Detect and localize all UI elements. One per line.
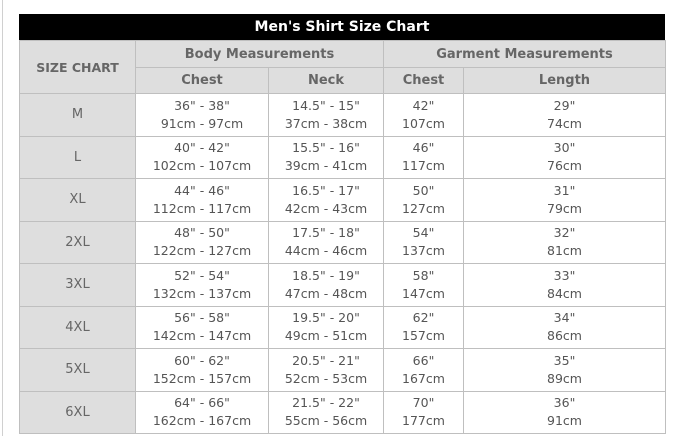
inches-value: 32" [553, 225, 576, 241]
inches-value: 36" [553, 395, 576, 411]
centimeters-value: 167cm [402, 370, 445, 386]
garment-chest-cell [384, 94, 464, 137]
garment-length-cell [464, 221, 666, 264]
inches-value: 16.5" - 17" [292, 182, 360, 198]
inches-value: 35" [553, 352, 576, 368]
body-chest-cell [136, 264, 269, 307]
garment-chest-cell [384, 179, 464, 222]
inches-value: 52" - 54" [174, 267, 230, 283]
inches-value: 70" [412, 395, 435, 411]
centimeters-value: 42cm - 43cm [284, 200, 368, 216]
inches-value: 33" [553, 267, 576, 283]
size-label-cell: L [20, 136, 136, 179]
size-label-cell: M [20, 94, 136, 137]
body-neck-cell [269, 221, 384, 264]
inches-value: 66" [412, 352, 435, 368]
table-row [20, 264, 666, 307]
garment-measurements-header: Garment Measurements [384, 41, 666, 68]
body-neck-cell [269, 136, 384, 179]
centimeters-value: 89cm [547, 370, 582, 386]
garment-chest-cell [384, 349, 464, 392]
centimeters-value: 79cm [547, 200, 582, 216]
centimeters-value: 52cm - 53cm [284, 370, 368, 386]
table-row [20, 391, 666, 434]
body-chest-cell [136, 221, 269, 264]
table-row [20, 349, 666, 392]
table-row [20, 179, 666, 222]
centimeters-value: 91cm - 97cm [160, 115, 244, 131]
centimeters-value: 37cm - 38cm [284, 115, 368, 131]
size-label-cell: 3XL [20, 264, 136, 307]
inches-value: 64" - 66" [174, 395, 230, 411]
centimeters-value: 81cm [547, 243, 582, 259]
body-chest-cell [136, 349, 269, 392]
size-label-cell: 5XL [20, 349, 136, 392]
table-row [20, 306, 666, 349]
centimeters-value: 44cm - 46cm [284, 243, 368, 259]
centimeters-value: 74cm [547, 115, 582, 131]
centimeters-value: 47cm - 48cm [284, 285, 368, 301]
garment-length-cell [464, 264, 666, 307]
centimeters-value: 117cm [402, 158, 445, 174]
centimeters-value: 49cm - 51cm [284, 328, 368, 344]
inches-value: 46" [412, 140, 435, 156]
centimeters-value: 137cm [402, 243, 445, 259]
garment-length-header: Length [464, 68, 666, 94]
size-label-cell: 6XL [20, 391, 136, 434]
table-row [20, 136, 666, 179]
inches-value: 31" [553, 182, 576, 198]
centimeters-value: 102cm - 107cm [152, 158, 252, 174]
body-neck-cell [269, 179, 384, 222]
body-neck-cell [269, 94, 384, 137]
centimeters-value: 157cm [402, 328, 445, 344]
centimeters-value: 86cm [547, 328, 582, 344]
centimeters-value: 152cm - 157cm [152, 370, 252, 386]
garment-length-cell [464, 179, 666, 222]
inches-value: 62" [412, 310, 435, 326]
inches-value: 44" - 46" [174, 182, 230, 198]
size-table-body [20, 94, 666, 434]
group-header-row [20, 41, 666, 68]
inches-value: 58" [412, 267, 435, 283]
size-table [19, 40, 666, 434]
inches-value: 19.5" - 20" [292, 310, 360, 326]
size-label-cell: 4XL [20, 306, 136, 349]
body-neck-cell [269, 264, 384, 307]
centimeters-value: 107cm [402, 115, 445, 131]
body-chest-cell [136, 391, 269, 434]
centimeters-value: 142cm - 147cm [152, 328, 252, 344]
inches-value: 14.5" - 15" [292, 97, 360, 113]
garment-chest-header: Chest [384, 68, 464, 94]
body-neck-header: Neck [269, 68, 384, 94]
chart-title: Men's Shirt Size Chart [19, 14, 665, 40]
garment-chest-cell [384, 136, 464, 179]
inches-value: 36" - 38" [174, 97, 230, 113]
inches-value: 30" [553, 140, 576, 156]
garment-chest-cell [384, 306, 464, 349]
garment-length-cell [464, 391, 666, 434]
inches-value: 29" [553, 97, 576, 113]
garment-length-cell [464, 306, 666, 349]
garment-chest-cell [384, 221, 464, 264]
inches-value: 54" [412, 225, 435, 241]
size-chart-header: SIZE CHART [20, 41, 136, 94]
garment-length-cell [464, 349, 666, 392]
inches-value: 15.5" - 16" [292, 140, 360, 156]
body-neck-cell [269, 306, 384, 349]
left-edge-divider [2, 0, 3, 436]
garment-chest-cell [384, 264, 464, 307]
size-label-cell: 2XL [20, 221, 136, 264]
garment-length-cell [464, 94, 666, 137]
inches-value: 50" [412, 182, 435, 198]
table-row [20, 221, 666, 264]
garment-length-cell [464, 136, 666, 179]
centimeters-value: 55cm - 56cm [284, 413, 368, 429]
centimeters-value: 162cm - 167cm [152, 413, 252, 429]
inches-value: 42" [412, 97, 435, 113]
inches-value: 40" - 42" [174, 140, 230, 156]
centimeters-value: 84cm [547, 285, 582, 301]
body-chest-cell [136, 94, 269, 137]
size-label-cell: XL [20, 179, 136, 222]
inches-value: 48" - 50" [174, 225, 230, 241]
centimeters-value: 147cm [402, 285, 445, 301]
centimeters-value: 39cm - 41cm [284, 158, 368, 174]
inches-value: 17.5" - 18" [292, 225, 360, 241]
body-chest-header: Chest [136, 68, 269, 94]
inches-value: 21.5" - 22" [292, 395, 360, 411]
body-neck-cell [269, 391, 384, 434]
body-chest-cell [136, 179, 269, 222]
inches-value: 60" - 62" [174, 352, 230, 368]
body-neck-cell [269, 349, 384, 392]
garment-chest-cell [384, 391, 464, 434]
centimeters-value: 132cm - 137cm [152, 285, 252, 301]
centimeters-value: 76cm [547, 158, 582, 174]
table-row [20, 94, 666, 137]
centimeters-value: 112cm - 117cm [152, 200, 252, 216]
inches-value: 18.5" - 19" [292, 267, 360, 283]
body-chest-cell [136, 306, 269, 349]
body-measurements-header: Body Measurements [136, 41, 384, 68]
inches-value: 20.5" - 21" [292, 352, 360, 368]
inches-value: 34" [553, 310, 576, 326]
size-chart [19, 14, 665, 434]
body-chest-cell [136, 136, 269, 179]
centimeters-value: 91cm [547, 413, 582, 429]
inches-value: 56" - 58" [174, 310, 230, 326]
centimeters-value: 122cm - 127cm [152, 243, 252, 259]
centimeters-value: 127cm [402, 200, 445, 216]
centimeters-value: 177cm [402, 413, 445, 429]
